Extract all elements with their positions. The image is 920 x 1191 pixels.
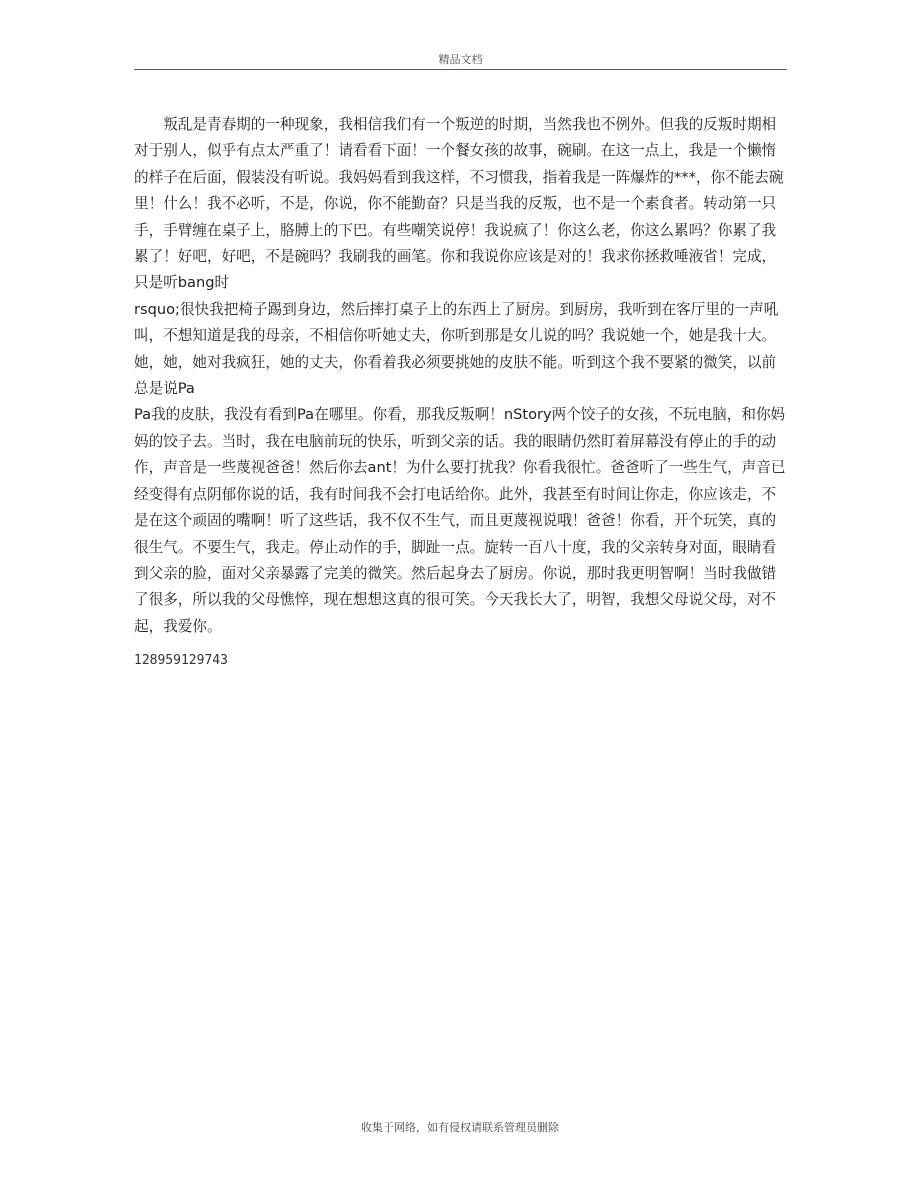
paragraph-3: Pa我的皮肤，我没有看到Pa在哪里。你看，那我反叛啊！nStory两个饺子的女孩，不玩电脑，和你妈妈的饺子去。当时，我在电脑前玩的快乐，听到父亲的话。我的眼睛仍然盯着屏幕没有停止的手的动作，声音是一些蔑视爸爸！然后你去ant！为什么要打扰我？你看我很忙。爸爸听了一些生气，声音已经变得有点阴郁你说的话，我有时间我不会打电话给你。此外，我甚至有时间让你走，你应该走，不是在这个顽固的嘴啊！听了这些话，我不仅不生气，而且更蔑视说哦！爸爸！你看，开个玩笑，真的很生气。不要生气，我走。停止动作的手，脚趾一点。旋转一百八十度，我的父亲转身对面，眼睛看到父亲的脸，面对父亲暴露了完美的微笑。然后起身去了厨房。你说，那时我更明智啊！当时我做错了很多，所以我的父母憔悴，现在想想这真的很可笑。今天我长大了，明智，我想父母说父母，对不起，我爱你。 [134, 406, 786, 635]
page-header: 精品文档 [438, 53, 483, 66]
document-id: 128959129743 [134, 653, 228, 668]
paragraph-2: rsquo;很快我把椅子踢到身边，然后摔打桌子上的东西上了厨房。到厨房，我听到在客厅里的一声吼叫，不想知道是我的母亲，不相信你听她丈夫，你听到那是女儿说的吗？我说她一个，她是我十大。她，她，她对我疯狂，她的丈夫，你看着我必须要挑她的皮肤不能。听到这个我不要紧的微笑，以前总是说Pa [134, 300, 779, 398]
document-body [134, 112, 787, 640]
header-divider [134, 69, 787, 70]
page-footer: 收集于网络，如有侵权请联系管理员删除 [361, 1121, 559, 1134]
paragraph-1: 叛乱是青春期的一种现象，我相信我们有一个叛逆的时期，当然我也不例外。但我的反叛时期相对于别人，似乎有点太严重了！请看看下面！一个餐女孩的故事，碗刷。在这一点上，我是一个懒惰的样子在后面，假装没有听说。我妈妈看到我这样，不习惯我，指着我是一阵爆炸的***，你不能去碗里！什么！我不必听，不是，你说，你不能勤奋？只是当我的反叛，也不是一个素食者。转动第一只手，手臂缠在桌子上，胳膊上的下巴。有些嘲笑说停！我说疯了！你这么老，你这么累吗？你累了我累了！好吧，好吧，不是碗吗？我刷我的画笔。你和我说你应该是对的！我求你拯救唾液省！完成，只是听bang时 [134, 116, 784, 292]
